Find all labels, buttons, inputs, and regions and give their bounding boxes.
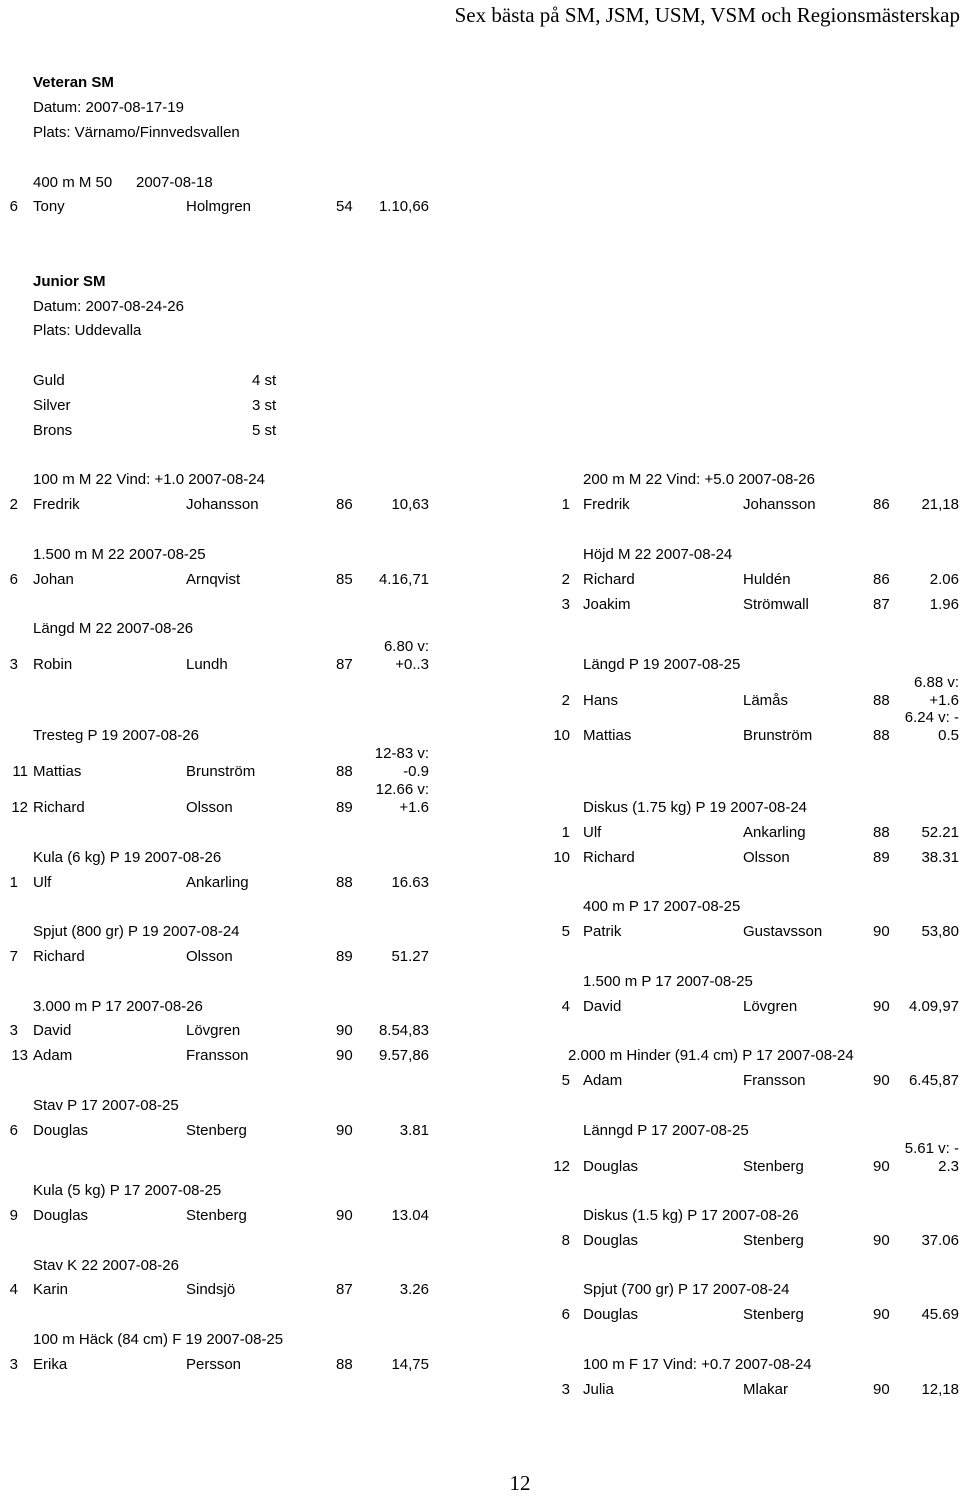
birth-year: 87 <box>873 596 890 613</box>
placing: 5 <box>561 923 570 940</box>
birth-year: 89 <box>873 849 890 866</box>
last-name: Olsson <box>743 849 790 866</box>
event-title: 2.000 m Hinder (91.4 cm) P 17 2007-08-24 <box>568 1047 854 1064</box>
last-name: Ankarling <box>743 824 806 841</box>
event-title: Spjut (700 gr) P 17 2007-08-24 <box>583 1281 790 1298</box>
result: 1.10,66 <box>378 198 429 215</box>
first-name: Douglas <box>33 1122 89 1139</box>
first-name: Douglas <box>33 1207 89 1224</box>
event-title: 3.000 m P 17 2007-08-26 <box>33 998 203 1015</box>
medal-count: 3 st <box>252 397 277 414</box>
birth-year: 88 <box>336 763 353 780</box>
page-number: 12 <box>509 1471 531 1495</box>
birth-year: 87 <box>336 1281 353 1298</box>
birth-year: 88 <box>336 874 353 891</box>
medal-label: Guld <box>33 372 65 389</box>
event-title: Diskus (1.75 kg) P 19 2007-08-24 <box>583 799 808 816</box>
medal-label: Silver <box>33 397 71 414</box>
birth-year: 90 <box>336 1022 353 1039</box>
last-name: Fransson <box>743 1072 806 1089</box>
first-name: Karin <box>33 1281 69 1298</box>
last-name: Stenberg <box>186 1207 247 1224</box>
last-name: Mlakar <box>743 1381 789 1398</box>
result-wind: 6.24 v: - <box>904 709 959 726</box>
result: 37.06 <box>921 1232 959 1249</box>
first-name: Ulf <box>33 874 52 891</box>
placing: 3 <box>561 596 570 613</box>
last-name: Olsson <box>186 948 233 965</box>
placing: 2 <box>9 496 18 513</box>
event-title: 100 m F 17 Vind: +0.7 2007-08-24 <box>583 1356 812 1373</box>
first-name: Johan <box>33 571 74 588</box>
first-name: Richard <box>33 799 85 816</box>
event-title: Kula (6 kg) P 19 2007-08-26 <box>33 849 222 866</box>
placing: 3 <box>9 1022 18 1039</box>
first-name: Joakim <box>583 596 631 613</box>
placing: 5 <box>561 1072 570 1089</box>
result-wind: 12-83 v: <box>374 745 429 762</box>
placing: 13 <box>11 1047 28 1064</box>
placing: 6 <box>9 198 18 215</box>
last-name: Holmgren <box>186 198 252 215</box>
result: 6.45,87 <box>908 1072 959 1089</box>
result: 13.04 <box>391 1207 429 1224</box>
birth-year: 90 <box>873 1381 890 1398</box>
event-title: Längd P 19 2007-08-25 <box>583 656 741 673</box>
birth-year: 54 <box>336 198 353 215</box>
veteran-place: Plats: Värnamo/Finnvedsvallen <box>33 124 240 141</box>
first-name: Adam <box>33 1047 73 1064</box>
result: 45.69 <box>921 1306 959 1323</box>
last-name: Brunström <box>743 727 813 744</box>
result: 3.81 <box>399 1122 429 1139</box>
page-header: Sex bästa på SM, JSM, USM, VSM och Regionsmästerskap <box>454 3 960 27</box>
birth-year: 90 <box>873 1072 890 1089</box>
last-name: Lämås <box>743 692 789 709</box>
birth-year: 90 <box>336 1047 353 1064</box>
placing: 3 <box>561 1381 570 1398</box>
medal-label: Brons <box>33 422 73 439</box>
first-name: Douglas <box>583 1232 639 1249</box>
first-name: Tony <box>33 198 65 215</box>
veteran-date: Datum: 2007-08-17-19 <box>33 99 184 116</box>
event-date: 2007-08-18 <box>136 174 213 191</box>
result-wind: 5.61 v: - <box>904 1140 959 1157</box>
first-name: Richard <box>583 849 635 866</box>
last-name: Gustavsson <box>743 923 823 940</box>
result-wind: 6.80 v: <box>383 638 429 655</box>
last-name: Olsson <box>186 799 233 816</box>
placing: 3 <box>9 656 18 673</box>
birth-year: 90 <box>336 1122 353 1139</box>
result: 4.09,97 <box>908 998 959 1015</box>
placing: 6 <box>9 1122 18 1139</box>
result: 16.63 <box>391 874 429 891</box>
placing: 1 <box>561 824 570 841</box>
birth-year: 89 <box>336 948 353 965</box>
birth-year: 90 <box>336 1207 353 1224</box>
placing: 12 <box>553 1158 570 1175</box>
birth-year: 90 <box>873 1232 890 1249</box>
placing: 9 <box>9 1207 18 1224</box>
result: 10,63 <box>391 496 429 513</box>
result: 8.54,83 <box>378 1022 429 1039</box>
medal-count: 4 st <box>252 372 277 389</box>
result: 2.06 <box>929 571 959 588</box>
first-name: Hans <box>583 692 619 709</box>
placing: 8 <box>561 1232 570 1249</box>
event-title: Länngd P 17 2007-08-25 <box>583 1122 749 1139</box>
placing: 1 <box>561 496 570 513</box>
last-name: Johansson <box>186 496 259 513</box>
birth-year: 90 <box>873 923 890 940</box>
event-title: 100 m Häck (84 cm) F 19 2007-08-25 <box>33 1331 284 1348</box>
first-name: Fredrik <box>33 496 80 513</box>
birth-year: 87 <box>336 656 353 673</box>
birth-year: 88 <box>336 1356 353 1373</box>
first-name: Richard <box>583 571 635 588</box>
last-name: Stenberg <box>743 1306 804 1323</box>
placing: 7 <box>9 948 18 965</box>
first-name: Mattias <box>583 727 632 744</box>
first-name: Julia <box>583 1381 614 1398</box>
placing: 4 <box>561 998 570 1015</box>
veteran-title: Veteran SM <box>33 74 114 91</box>
last-name: Sindsjö <box>186 1281 236 1298</box>
last-name: Huldén <box>743 571 791 588</box>
medal-count: 5 st <box>252 422 277 439</box>
last-name: Stenberg <box>743 1232 804 1249</box>
event-title: Diskus (1.5 kg) P 17 2007-08-26 <box>583 1207 799 1224</box>
result: 51.27 <box>391 948 429 965</box>
placing: 6 <box>561 1306 570 1323</box>
last-name: Fransson <box>186 1047 249 1064</box>
last-name: Stenberg <box>743 1158 804 1175</box>
result: 0.5 <box>938 727 959 744</box>
first-name: David <box>583 998 622 1015</box>
last-name: Lundh <box>186 656 228 673</box>
placing: 6 <box>9 571 18 588</box>
result: 12,18 <box>921 1381 959 1398</box>
result: -0.9 <box>403 763 429 780</box>
result: 38.31 <box>921 849 959 866</box>
result: 2.3 <box>938 1158 959 1175</box>
result: 4.16,71 <box>378 571 429 588</box>
birth-year: 90 <box>873 1306 890 1323</box>
last-name: Strömwall <box>743 596 809 613</box>
result: 9.57,86 <box>378 1047 429 1064</box>
result: 21,18 <box>921 496 959 513</box>
placing: 10 <box>553 849 570 866</box>
event-title: 400 m P 17 2007-08-25 <box>583 898 741 915</box>
result: 53,80 <box>921 923 959 940</box>
last-name: Ankarling <box>186 874 249 891</box>
placing: 2 <box>561 571 570 588</box>
first-name: Fredrik <box>583 496 630 513</box>
last-name: Lövgren <box>743 998 798 1015</box>
result: 14,75 <box>391 1356 429 1373</box>
first-name: Erika <box>33 1356 68 1373</box>
first-name: Mattias <box>33 763 82 780</box>
birth-year: 86 <box>873 496 890 513</box>
event-title: 100 m M 22 Vind: +1.0 2007-08-24 <box>33 471 265 488</box>
event-title: Stav K 22 2007-08-26 <box>33 1257 179 1274</box>
last-name: Arnqvist <box>186 571 241 588</box>
first-name: Patrik <box>583 923 622 940</box>
first-name: Douglas <box>583 1158 639 1175</box>
result: 1.96 <box>929 596 959 613</box>
last-name: Persson <box>186 1356 242 1373</box>
birth-year: 86 <box>336 496 353 513</box>
first-name: Ulf <box>583 824 602 841</box>
result: +1.6 <box>929 692 959 709</box>
result: 3.26 <box>399 1281 429 1298</box>
birth-year: 88 <box>873 727 890 744</box>
junior-date: Datum: 2007-08-24-26 <box>33 298 184 315</box>
birth-year: 86 <box>873 571 890 588</box>
birth-year: 90 <box>873 1158 890 1175</box>
birth-year: 89 <box>336 799 353 816</box>
birth-year: 88 <box>873 692 890 709</box>
placing: 12 <box>11 799 28 816</box>
first-name: Robin <box>33 656 73 673</box>
event-title: 1.500 m M 22 2007-08-25 <box>33 546 206 563</box>
event-title: Stav P 17 2007-08-25 <box>33 1097 179 1114</box>
birth-year: 90 <box>873 998 890 1015</box>
first-name: Richard <box>33 948 85 965</box>
last-name: Stenberg <box>186 1122 247 1139</box>
placing: 1 <box>9 874 18 891</box>
event-title: Höjd M 22 2007-08-24 <box>583 546 733 563</box>
placing: 10 <box>553 727 570 744</box>
last-name: Brunström <box>186 763 256 780</box>
event-title: Spjut (800 gr) P 19 2007-08-24 <box>33 923 240 940</box>
placing: 11 <box>12 763 28 780</box>
birth-year: 85 <box>336 571 353 588</box>
placing: 3 <box>9 1356 18 1373</box>
first-name: David <box>33 1022 72 1039</box>
result-wind: 12.66 v: <box>375 781 429 798</box>
placing: 2 <box>561 692 570 709</box>
birth-year: 88 <box>873 824 890 841</box>
placing: 4 <box>9 1281 18 1298</box>
result: 52.21 <box>921 824 959 841</box>
result: +0..3 <box>395 656 429 673</box>
junior-title: Junior SM <box>33 273 106 290</box>
event-title: Kula (5 kg) P 17 2007-08-25 <box>33 1182 222 1199</box>
event-title: 400 m M 50 <box>33 174 113 191</box>
result-wind: 6.88 v: <box>913 674 959 691</box>
event-title: Längd M 22 2007-08-26 <box>33 620 194 637</box>
first-name: Adam <box>583 1072 623 1089</box>
result: +1.6 <box>399 799 429 816</box>
event-title: 1.500 m P 17 2007-08-25 <box>583 973 753 990</box>
first-name: Douglas <box>583 1306 639 1323</box>
event-title: Tresteg P 19 2007-08-26 <box>33 727 199 744</box>
last-name: Johansson <box>743 496 816 513</box>
event-title: 200 m M 22 Vind: +5.0 2007-08-26 <box>583 471 815 488</box>
last-name: Lövgren <box>186 1022 241 1039</box>
junior-place: Plats: Uddevalla <box>33 322 142 339</box>
